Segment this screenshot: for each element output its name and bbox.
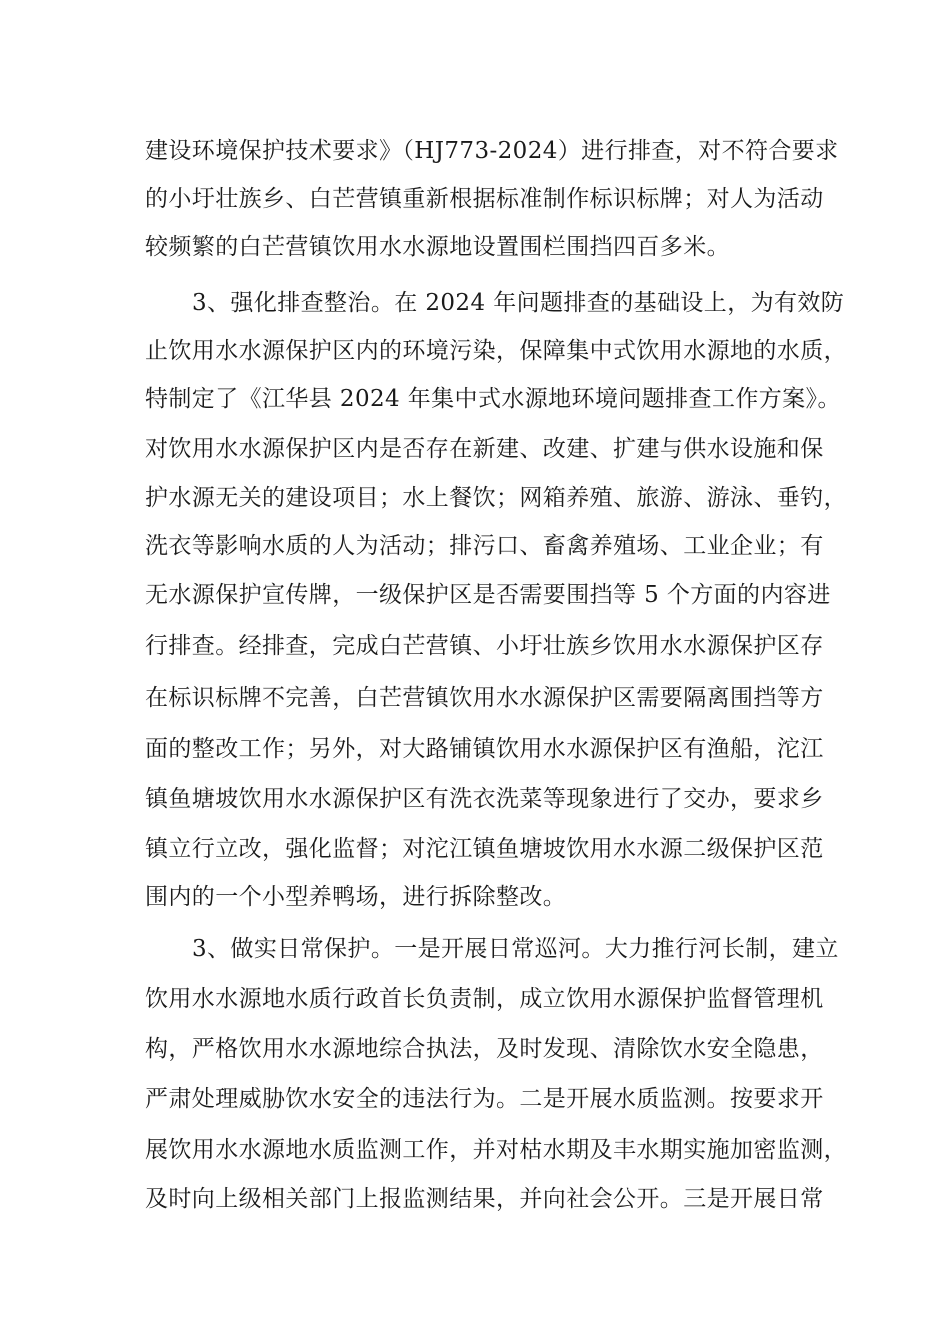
body-line-22: 及时向上级相关部门上报监测结果，并向社会公开。三是开展日常 (145, 1186, 824, 1212)
body-line-14: 镇鱼塘坡饮用水水源保护区有洗衣洗菜等现象进行了交办，要求乡 (145, 786, 824, 812)
body-line-9: 洗衣等影响水质的人为活动；排污口、畜禽养殖场、工业企业；有 (145, 533, 824, 559)
body-line-1: 建设环境保护技术要求》（HJ773-2024）进行排查，对不符合要求 (145, 138, 839, 164)
paragraph-heading-line: 3、强化排查整治。在 2024 年问题排查的基础设上，为有效防 (192, 290, 845, 316)
body-line-18: 饮用水水源地水质行政首长负责制，成立饮用水源保护监督管理机 (145, 986, 824, 1012)
body-line-8: 护水源无关的建设项目；水上餐饮；网箱养殖、旅游、游泳、垂钓， (145, 485, 847, 511)
body-line-7: 对饮用水水源保护区内是否存在新建、改建、扩建与供水设施和保 (145, 436, 824, 462)
body-line-6: 特制定了《江华县 2024 年集中式水源地环境问题排查工作方案》。 (145, 386, 841, 412)
body-line-16: 围内的一个小型养鸭场，进行拆除整改。 (145, 884, 567, 910)
body-line-10: 无水源保护宣传牌，一级保护区是否需要围挡等 5 个方面的内容进 (145, 582, 831, 608)
paragraph-heading-line: 3、做实日常保护。一是开展日常巡河。大力推行河长制，建立 (192, 936, 839, 962)
body-line-12: 在标识标牌不完善，白芒营镇饮用水水源保护区需要隔离围挡等方 (145, 685, 824, 711)
body-line-3: 较频繁的白芒营镇饮用水水源地设置围栏围挡四百多米。 (145, 234, 730, 260)
body-line-21: 展饮用水水源地水质监测工作，并对枯水期及丰水期实施加密监测， (145, 1137, 847, 1163)
body-line-11: 行排查。经排查，完成白芒营镇、小圩壮族乡饮用水水源保护区存 (145, 633, 824, 659)
body-line-2: 的小圩壮族乡、白芒营镇重新根据标准制作标识标牌；对人为活动 (145, 186, 824, 212)
body-line-13: 面的整改工作；另外，对大路铺镇饮用水水源保护区有渔船，沱江 (145, 736, 824, 762)
body-line-5: 止饮用水水源保护区内的环境污染，保障集中式饮用水源地的水质， (145, 338, 847, 364)
body-line-20: 严肃处理威胁饮水安全的违法行为。二是开展水质监测。按要求开 (145, 1086, 824, 1112)
body-line-19: 构，严格饮用水水源地综合执法，及时发现、清除饮水安全隐患， (145, 1036, 824, 1062)
body-line-15: 镇立行立改，强化监督；对沱江镇鱼塘坡饮用水水源二级保护区范 (145, 836, 824, 862)
